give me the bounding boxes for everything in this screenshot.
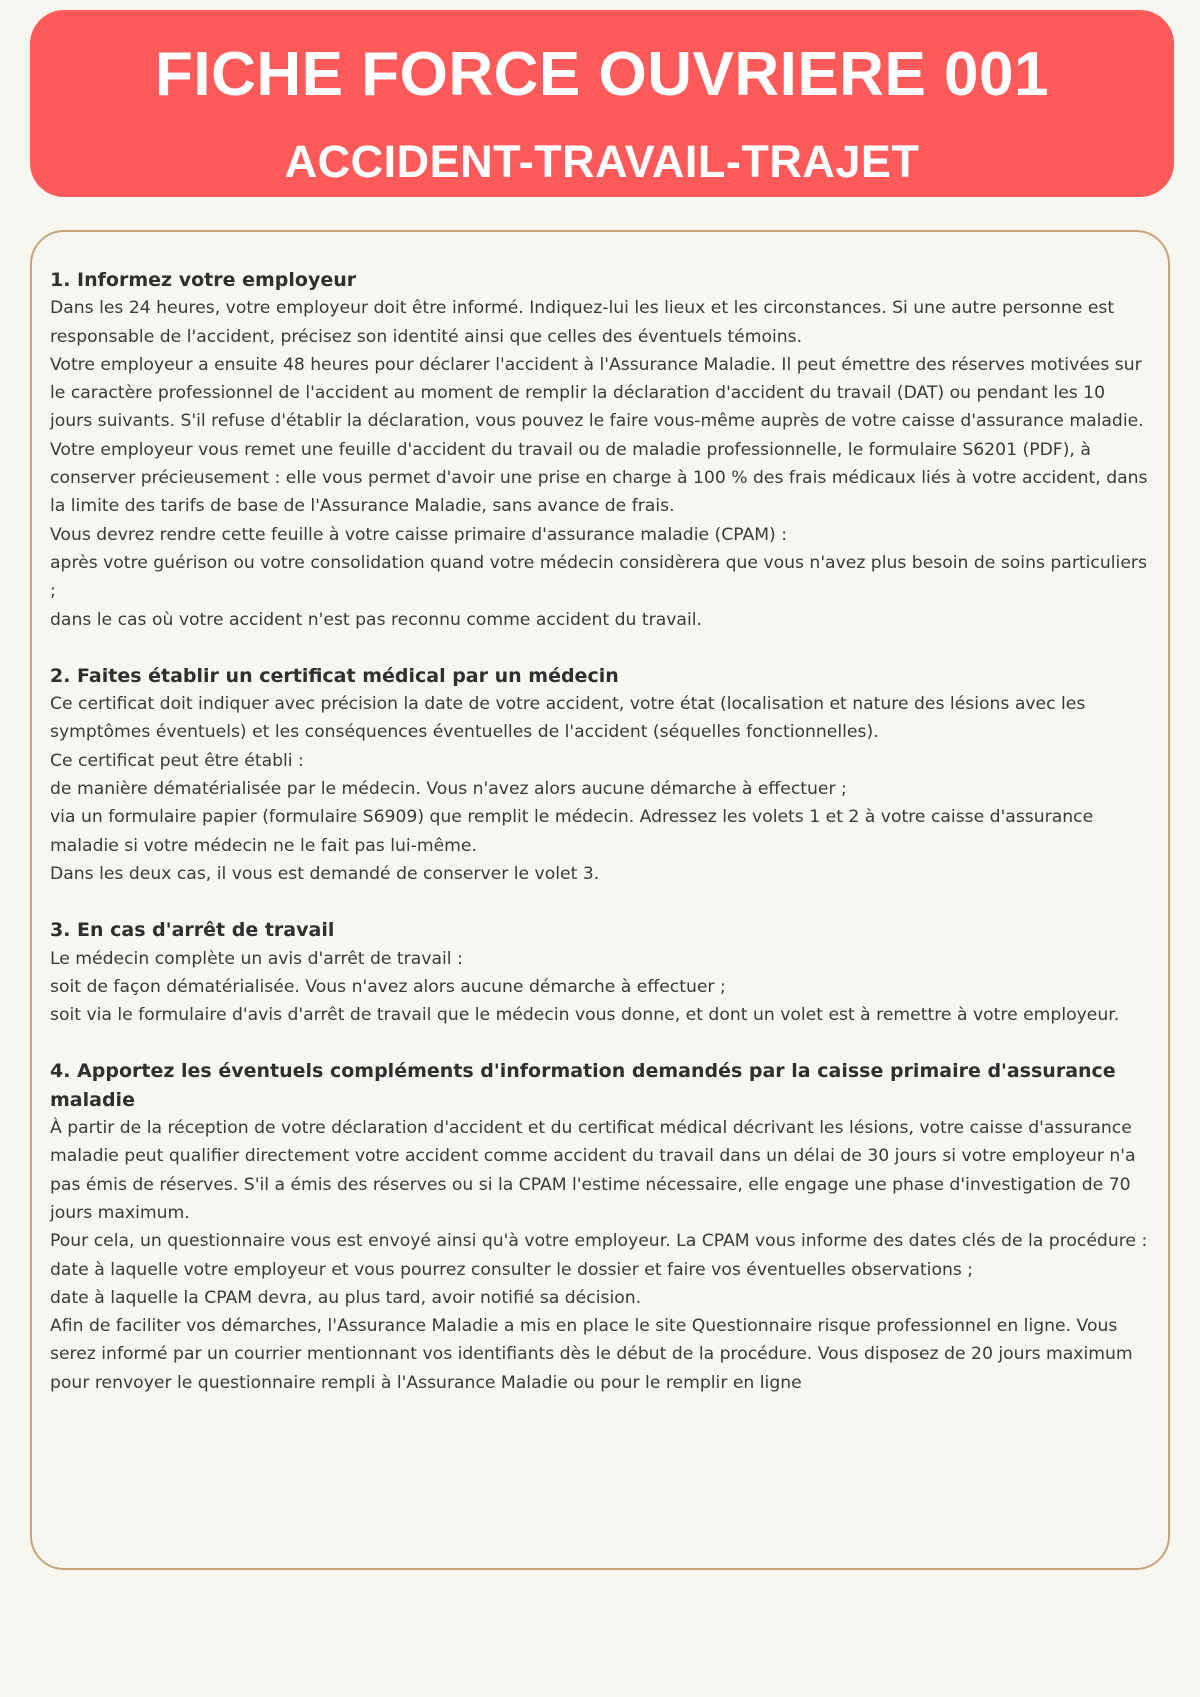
section-title: 3. En cas d'arrêt de travail <box>50 919 335 942</box>
paragraph: Ce certificat peut être établi : <box>50 750 304 771</box>
section-arret-travail <box>50 916 1152 1029</box>
section-title: 1. Informez votre employeur <box>50 269 357 291</box>
paragraph: date à laquelle la CPAM devra, au plus tard, avoir notifié sa décision. <box>50 1287 642 1308</box>
section-title: 4. Apportez les éventuels compléments d'information demandés par la caisse primaire d'assurance maladie <box>50 1060 1116 1111</box>
section-complements-information <box>50 1057 1152 1397</box>
content-box <box>30 230 1170 1570</box>
paragraph: soit via le formulaire d'avis d'arrêt de travail que le médecin vous donne, et dont un volet est à remettre à votre employeur. <box>50 1005 1120 1026</box>
section-certificat-medical <box>50 662 1152 888</box>
paragraph: Pour cela, un questionnaire vous est envoyé ainsi qu'à votre employeur. La CPAM vous informe des dates clés de la procédure : <box>50 1231 1148 1252</box>
paragraph: Votre employeur a ensuite 48 heures pour déclarer l'accident à l'Assurance Maladie. Il peut émettre des réserves motivées sur le caractère professionnel de l'accident au moment de remplir la déclaration d'accident du travail (DAT) ou pendant les 10 jours suivants. S'il refuse d'établir la déclaration, vous pouvez le faire vous-même auprès de votre caisse d'assurance maladie. <box>50 354 1144 432</box>
section-informez-employeur <box>50 266 1152 634</box>
paragraph: date à laquelle votre employeur et vous pourrez consulter le dossier et faire vos éventuelles observations ; <box>50 1259 974 1280</box>
paragraph: Dans les deux cas, il vous est demandé de conserver le volet 3. <box>50 863 600 884</box>
paragraph: Ce certificat doit indiquer avec précision la date de votre accident, votre état (localisation et nature des lésions avec les symptômes éventuels) et les conséquences éventuelles de l'accident (séquelles fonctionnelles). <box>50 694 1086 743</box>
paragraph: Votre employeur vous remet une feuille d'accident du travail ou de maladie professionnelle, le formulaire S6201 (PDF), à conserver précieusement : elle vous permet d'avoir une prise en charge à 100 % des frais médicaux liés à votre accident, dans la limite des tarifs de base de l'Assurance Maladie, sans avance de frais. <box>50 439 1148 517</box>
paragraph: de manière dématérialisée par le médecin. Vous n'avez alors aucune démarche à effectuer ; <box>50 779 847 800</box>
paragraph: soit de façon dématérialisée. Vous n'avez alors aucune démarche à effectuer ; <box>50 976 726 997</box>
paragraph: Dans les 24 heures, votre employeur doit être informé. Indiquez-lui les lieux et les circonstances. Si une autre personne est responsable de l'accident, précisez son identité ainsi que celles des éventuels témoins. <box>50 298 1115 347</box>
header-banner <box>30 10 1174 197</box>
page-title: FICHE FORCE OUVRIERE 001 <box>155 40 1049 109</box>
paragraph: Afin de faciliter vos démarches, l'Assurance Maladie a mis en place le site Questionnaire risque professionnel en ligne. Vous serez informé par un courrier mentionnant vos identifiants dès le début de la procédure. Vous disposez de 20 jours maximum pour renvoyer le questionnaire rempli à l'Assurance Maladie ou pour le remplir en ligne <box>50 1316 1133 1393</box>
paragraph: dans le cas où votre accident n'est pas reconnu comme accident du travail. <box>50 609 702 630</box>
paragraph: Vous devrez rendre cette feuille à votre caisse primaire d'assurance maladie (CPAM) : <box>50 524 788 545</box>
paragraph: À partir de la réception de votre déclaration d'accident et du certificat médical décrivant les lésions, votre caisse d'assurance maladie peut qualifier directement votre accident comme accident du travail dans un délai de 30 jours si votre employeur n'a pas émis de réserves. S'il a émis des réserves ou si la CPAM l'estime nécessaire, elle engage une phase d'investigation de 70 jours maximum. <box>50 1118 1136 1223</box>
paragraph: via un formulaire papier (formulaire S6909) que remplit le médecin. Adressez les volets 1 et 2 à votre caisse d'assurance maladie si votre médecin ne le fait pas lui-même. <box>50 807 1094 856</box>
section-title: 2. Faites établir un certificat médical par un médecin <box>50 664 619 687</box>
page-subtitle: ACCIDENT-TRAVAIL-TRAJET <box>284 136 920 187</box>
paragraph: après votre guérison ou votre consolidation quand votre médecin considèrera que vous n'avez plus besoin de soins particuliers ; <box>50 552 1147 602</box>
paragraph: Le médecin complète un avis d'arrêt de travail : <box>50 948 463 969</box>
